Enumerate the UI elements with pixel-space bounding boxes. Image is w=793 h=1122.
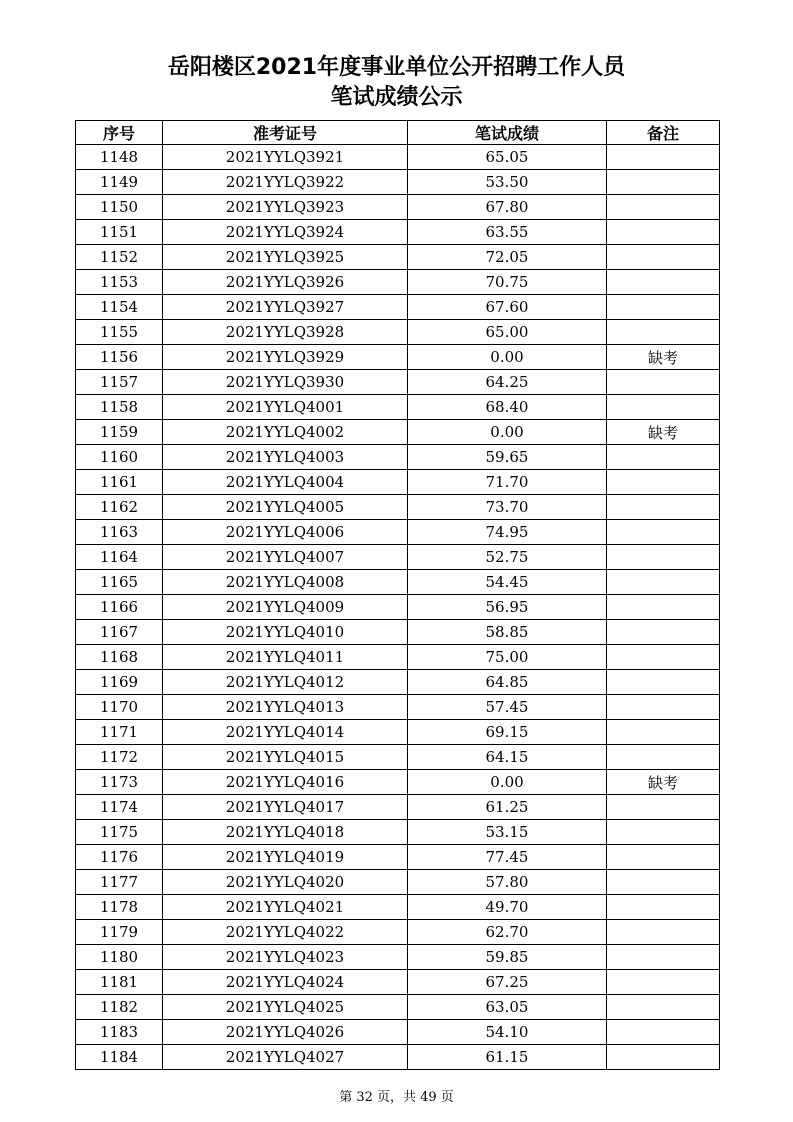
table-row <box>76 970 720 995</box>
table-row <box>76 495 720 520</box>
page-title: 岳阳楼区2021年度事业单位公开招聘工作人员 <box>167 55 626 80</box>
cell-ticket-number: 2021YYLQ4006 <box>163 520 408 545</box>
cell-serial-number: 1183 <box>76 1020 163 1045</box>
cell-ticket-number: 2021YYLQ4022 <box>163 920 408 945</box>
cell-remarks <box>607 895 720 920</box>
cell-written-score: 68.40 <box>408 395 607 420</box>
cell-ticket-number: 2021YYLQ4001 <box>163 395 408 420</box>
cell-ticket-number: 2021YYLQ3926 <box>163 270 408 295</box>
cell-ticket-number: 2021YYLQ4004 <box>163 470 408 495</box>
cell-remarks <box>607 270 720 295</box>
table-row <box>76 845 720 870</box>
cell-written-score: 69.15 <box>408 720 607 745</box>
cell-ticket-number: 2021YYLQ3924 <box>163 220 408 245</box>
cell-written-score: 71.70 <box>408 470 607 495</box>
table-row <box>76 720 720 745</box>
cell-ticket-number: 2021YYLQ3929 <box>163 345 408 370</box>
cell-ticket-number: 2021YYLQ3927 <box>163 295 408 320</box>
table-row <box>76 945 720 970</box>
cell-remarks <box>607 920 720 945</box>
table-body <box>76 145 720 1070</box>
table-row <box>76 320 720 345</box>
table-row <box>76 420 720 445</box>
cell-ticket-number: 2021YYLQ3921 <box>163 145 408 170</box>
cell-ticket-number: 2021YYLQ4017 <box>163 795 408 820</box>
table-row <box>76 795 720 820</box>
cell-remarks <box>607 470 720 495</box>
cell-serial-number: 1182 <box>76 995 163 1020</box>
cell-written-score: 57.80 <box>408 870 607 895</box>
cell-remarks: 缺考 <box>607 345 720 370</box>
cell-written-score: 58.85 <box>408 620 607 645</box>
table-row <box>76 870 720 895</box>
cell-written-score: 61.15 <box>408 1045 607 1070</box>
cell-written-score: 74.95 <box>408 520 607 545</box>
cell-written-score: 53.50 <box>408 170 607 195</box>
cell-ticket-number: 2021YYLQ4020 <box>163 870 408 895</box>
cell-remarks <box>607 145 720 170</box>
cell-written-score: 0.00 <box>408 420 607 445</box>
cell-remarks <box>607 795 720 820</box>
table-row <box>76 570 720 595</box>
cell-ticket-number: 2021YYLQ3923 <box>163 195 408 220</box>
cell-serial-number: 1156 <box>76 345 163 370</box>
cell-ticket-number: 2021YYLQ4010 <box>163 620 408 645</box>
cell-remarks <box>607 445 720 470</box>
table-row <box>76 170 720 195</box>
page-subtitle: 笔试成绩公示 <box>330 85 463 110</box>
cell-written-score: 63.55 <box>408 220 607 245</box>
cell-ticket-number: 2021YYLQ3930 <box>163 370 408 395</box>
cell-ticket-number: 2021YYLQ4005 <box>163 495 408 520</box>
cell-serial-number: 1166 <box>76 595 163 620</box>
cell-remarks <box>607 970 720 995</box>
cell-written-score: 63.05 <box>408 995 607 1020</box>
table-row <box>76 370 720 395</box>
cell-written-score: 77.45 <box>408 845 607 870</box>
cell-ticket-number: 2021YYLQ4007 <box>163 545 408 570</box>
cell-serial-number: 1155 <box>76 320 163 345</box>
cell-serial-number: 1158 <box>76 395 163 420</box>
cell-ticket-number: 2021YYLQ4011 <box>163 645 408 670</box>
table-row <box>76 695 720 720</box>
cell-written-score: 0.00 <box>408 770 607 795</box>
cell-serial-number: 1167 <box>76 620 163 645</box>
table-header-row <box>76 121 720 145</box>
cell-remarks <box>607 870 720 895</box>
table-row <box>76 820 720 845</box>
cell-remarks <box>607 845 720 870</box>
cell-serial-number: 1171 <box>76 720 163 745</box>
cell-serial-number: 1179 <box>76 920 163 945</box>
cell-serial-number: 1176 <box>76 845 163 870</box>
cell-serial-number: 1173 <box>76 770 163 795</box>
cell-ticket-number: 2021YYLQ4009 <box>163 595 408 620</box>
cell-remarks <box>607 170 720 195</box>
cell-ticket-number: 2021YYLQ4003 <box>163 445 408 470</box>
cell-ticket-number: 2021YYLQ4021 <box>163 895 408 920</box>
cell-remarks <box>607 395 720 420</box>
cell-remarks <box>607 720 720 745</box>
cell-remarks <box>607 945 720 970</box>
cell-written-score: 56.95 <box>408 595 607 620</box>
cell-remarks <box>607 245 720 270</box>
cell-remarks <box>607 695 720 720</box>
cell-written-score: 67.25 <box>408 970 607 995</box>
table-row <box>76 745 720 770</box>
cell-ticket-number: 2021YYLQ3925 <box>163 245 408 270</box>
cell-serial-number: 1151 <box>76 220 163 245</box>
cell-ticket-number: 2021YYLQ4026 <box>163 1020 408 1045</box>
cell-ticket-number: 2021YYLQ4012 <box>163 670 408 695</box>
table-row <box>76 770 720 795</box>
cell-serial-number: 1149 <box>76 170 163 195</box>
cell-remarks <box>607 295 720 320</box>
table-row <box>76 645 720 670</box>
table-row <box>76 895 720 920</box>
cell-remarks <box>607 370 720 395</box>
table-row <box>76 545 720 570</box>
cell-remarks <box>607 1020 720 1045</box>
cell-written-score: 62.70 <box>408 920 607 945</box>
table-row <box>76 1045 720 1070</box>
cell-remarks <box>607 320 720 345</box>
table-row <box>76 145 720 170</box>
cell-written-score: 49.70 <box>408 895 607 920</box>
cell-serial-number: 1165 <box>76 570 163 595</box>
cell-remarks <box>607 195 720 220</box>
table-row <box>76 395 720 420</box>
cell-serial-number: 1154 <box>76 295 163 320</box>
cell-serial-number: 1181 <box>76 970 163 995</box>
cell-serial-number: 1170 <box>76 695 163 720</box>
cell-serial-number: 1152 <box>76 245 163 270</box>
cell-written-score: 54.45 <box>408 570 607 595</box>
cell-written-score: 67.60 <box>408 295 607 320</box>
table-row <box>76 620 720 645</box>
cell-ticket-number: 2021YYLQ4002 <box>163 420 408 445</box>
cell-written-score: 59.85 <box>408 945 607 970</box>
cell-written-score: 59.65 <box>408 445 607 470</box>
cell-serial-number: 1174 <box>76 795 163 820</box>
cell-ticket-number: 2021YYLQ3928 <box>163 320 408 345</box>
table-row <box>76 595 720 620</box>
cell-ticket-number: 2021YYLQ4014 <box>163 720 408 745</box>
cell-written-score: 65.00 <box>408 320 607 345</box>
cell-written-score: 0.00 <box>408 345 607 370</box>
cell-written-score: 73.70 <box>408 495 607 520</box>
cell-written-score: 75.00 <box>408 645 607 670</box>
cell-remarks: 缺考 <box>607 420 720 445</box>
table-row <box>76 245 720 270</box>
cell-serial-number: 1177 <box>76 870 163 895</box>
cell-written-score: 64.85 <box>408 670 607 695</box>
cell-serial-number: 1160 <box>76 445 163 470</box>
cell-written-score: 53.15 <box>408 820 607 845</box>
cell-remarks <box>607 545 720 570</box>
cell-ticket-number: 2021YYLQ4025 <box>163 995 408 1020</box>
table-row <box>76 345 720 370</box>
cell-remarks: 缺考 <box>607 770 720 795</box>
cell-remarks <box>607 1045 720 1070</box>
page-footer: 第 32 页，共 49 页 <box>339 1090 454 1105</box>
cell-serial-number: 1162 <box>76 495 163 520</box>
cell-ticket-number: 2021YYLQ3922 <box>163 170 408 195</box>
header-remarks: 备注 <box>607 121 720 145</box>
cell-ticket-number: 2021YYLQ4013 <box>163 695 408 720</box>
cell-remarks <box>607 745 720 770</box>
cell-ticket-number: 2021YYLQ4008 <box>163 570 408 595</box>
cell-ticket-number: 2021YYLQ4016 <box>163 770 408 795</box>
header-serial-number: 序号 <box>76 121 163 145</box>
cell-written-score: 72.05 <box>408 245 607 270</box>
cell-written-score: 52.75 <box>408 545 607 570</box>
cell-serial-number: 1172 <box>76 745 163 770</box>
table-row <box>76 445 720 470</box>
cell-written-score: 65.05 <box>408 145 607 170</box>
cell-written-score: 64.25 <box>408 370 607 395</box>
cell-written-score: 64.15 <box>408 745 607 770</box>
cell-written-score: 70.75 <box>408 270 607 295</box>
cell-serial-number: 1153 <box>76 270 163 295</box>
cell-remarks <box>607 620 720 645</box>
cell-remarks <box>607 520 720 545</box>
cell-ticket-number: 2021YYLQ4024 <box>163 970 408 995</box>
cell-ticket-number: 2021YYLQ4015 <box>163 745 408 770</box>
cell-serial-number: 1184 <box>76 1045 163 1070</box>
table-row <box>76 270 720 295</box>
cell-serial-number: 1175 <box>76 820 163 845</box>
table-row <box>76 220 720 245</box>
header-ticket-number: 准考证号 <box>163 121 408 145</box>
cell-serial-number: 1161 <box>76 470 163 495</box>
cell-written-score: 57.45 <box>408 695 607 720</box>
cell-remarks <box>607 995 720 1020</box>
cell-remarks <box>607 595 720 620</box>
cell-serial-number: 1180 <box>76 945 163 970</box>
cell-remarks <box>607 570 720 595</box>
cell-ticket-number: 2021YYLQ4019 <box>163 845 408 870</box>
cell-written-score: 54.10 <box>408 1020 607 1045</box>
cell-serial-number: 1150 <box>76 195 163 220</box>
cell-ticket-number: 2021YYLQ4018 <box>163 820 408 845</box>
cell-serial-number: 1148 <box>76 145 163 170</box>
table-row <box>76 295 720 320</box>
table-row <box>76 670 720 695</box>
cell-serial-number: 1159 <box>76 420 163 445</box>
cell-remarks <box>607 645 720 670</box>
cell-serial-number: 1164 <box>76 545 163 570</box>
cell-serial-number: 1178 <box>76 895 163 920</box>
table-row <box>76 1020 720 1045</box>
scores-table <box>75 120 720 1070</box>
table-row <box>76 920 720 945</box>
cell-serial-number: 1169 <box>76 670 163 695</box>
cell-remarks <box>607 495 720 520</box>
cell-remarks <box>607 670 720 695</box>
cell-remarks <box>607 820 720 845</box>
cell-written-score: 67.80 <box>408 195 607 220</box>
cell-serial-number: 1157 <box>76 370 163 395</box>
header-written-score: 笔试成绩 <box>408 121 607 145</box>
cell-ticket-number: 2021YYLQ4023 <box>163 945 408 970</box>
table-row <box>76 520 720 545</box>
table-row <box>76 470 720 495</box>
table-row <box>76 995 720 1020</box>
cell-remarks <box>607 220 720 245</box>
cell-serial-number: 1163 <box>76 520 163 545</box>
table-row <box>76 195 720 220</box>
cell-ticket-number: 2021YYLQ4027 <box>163 1045 408 1070</box>
cell-written-score: 61.25 <box>408 795 607 820</box>
cell-serial-number: 1168 <box>76 645 163 670</box>
